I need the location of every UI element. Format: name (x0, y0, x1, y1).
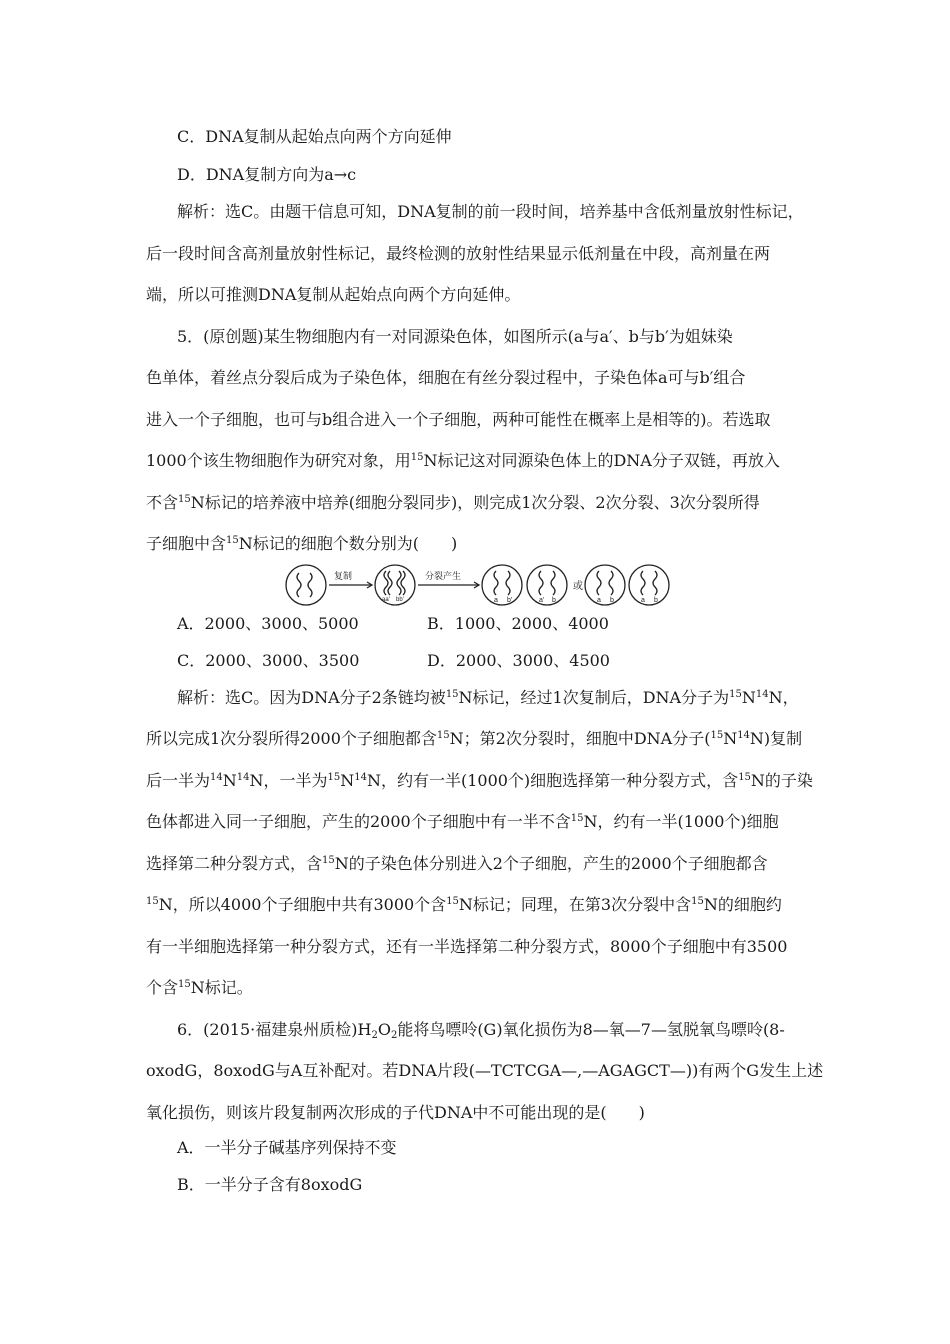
analysis-5-line (146, 812, 779, 832)
text-segment: 6．(2015·福建泉州质检)H (177, 1020, 372, 1039)
question-5-line (146, 451, 780, 471)
text-segment: N；第2次分裂时，细胞中DNA分子( (449, 729, 711, 748)
superscript: 14 (210, 772, 223, 783)
text-segment: 解析：选C。因为DNA分子2条链均被 (177, 688, 446, 707)
superscript: 15 (691, 896, 704, 907)
text-segment: 个含 (146, 978, 179, 997)
superscript: 15 (446, 896, 459, 907)
option-c-prev: C．DNA复制从起始点向两个方向延伸 (177, 127, 452, 146)
text-segment: N标记，经过1次复制后，DNA分子为 (458, 688, 730, 707)
chromatid-label: a (494, 597, 498, 604)
text-segment: N的细胞约 (703, 895, 782, 914)
superscript: 15 (322, 855, 335, 866)
analysis-5-line (146, 895, 782, 915)
text-segment: N标记的细胞个数分别为( ) (238, 534, 458, 553)
option-d: D．2000、3000、4500 (427, 651, 610, 670)
text-segment: N)复制 (749, 729, 803, 748)
option-c: C．2000、3000、3500 (177, 651, 360, 670)
superscript: 15 (410, 452, 424, 463)
text-segment: N的子染色体分别进入2个子细胞，产生的2000个子细胞都含 (334, 854, 768, 873)
daughter-cell (527, 565, 567, 605)
analysis-5-line (146, 729, 802, 749)
arrow2-label: 分裂产生 (425, 571, 462, 581)
or-label: 或 (573, 581, 583, 592)
daughter-cell (585, 565, 625, 605)
analysis-line: 端，所以可推测DNA复制从起始点向两个方向延伸。 (146, 285, 521, 304)
daughter-cell (629, 565, 669, 605)
superscript: 14 (236, 772, 250, 783)
analysis-5-line (146, 771, 813, 791)
question-5-line (146, 534, 457, 554)
text-segment: 能将鸟嘌呤(G)氧化损伤为8—氧—7—氢脱氧鸟嘌呤(8- (397, 1020, 785, 1039)
question-6-line (177, 1020, 785, 1040)
superscript: 15 (178, 979, 191, 990)
chromatid-label: b (610, 597, 614, 604)
chromatid-label: a' (539, 597, 545, 604)
superscript: 14 (755, 689, 769, 700)
text-segment: 色体都进入同一子细胞，产生的2000个子细胞中有一半不含 (146, 812, 571, 831)
chromatid-label: bb' (396, 597, 404, 603)
text-segment: N，所以4000个子细胞中共有3000个含 (158, 895, 447, 914)
superscript: 15 (738, 772, 751, 783)
superscript: 15 (178, 494, 191, 505)
question-5-line: 5．(原创题)某生物细胞内有一对同源染色体，如图所示(a与a′、b与b′为姐妹染 (177, 327, 733, 346)
arrow1-label: 复制 (334, 571, 353, 581)
option-b: B．1000、2000、4000 (427, 614, 609, 633)
analysis-line: 解析：选C。由题干信息可知，DNA复制的前一段时间，培养基中含低剂量放射性标记， (177, 202, 804, 221)
chromatid-label: b' (507, 597, 513, 604)
analysis-5-line (146, 854, 768, 874)
text-segment: N标记；同理，在第3次分裂中含 (458, 895, 692, 914)
text-segment: N (340, 771, 355, 790)
text-segment: N (741, 688, 756, 707)
question-5-line: 色单体，着丝点分裂后成为子染色体，细胞在有丝分裂过程中，子染色体a可与b′组合 (146, 368, 746, 387)
chromatid-label: b (654, 597, 658, 604)
text-segment: N (222, 771, 237, 790)
superscript: 15 (436, 730, 450, 741)
chromatid-label: a (597, 597, 601, 604)
text-segment: N标记。 (190, 978, 253, 997)
option-d-prev: D．DNA复制方向为a→c (177, 165, 357, 184)
text-segment: N，约有一半(1000个)细胞 (583, 812, 779, 831)
text-segment: N标记的培养液中培养(细胞分裂同步)，则完成1次分裂、2次分裂、3次分裂所得 (190, 493, 760, 512)
text-segment: O (377, 1020, 391, 1039)
chromatid-label: b (552, 597, 556, 604)
superscript: 15 (146, 896, 159, 907)
question-5-line: 进入一个子细胞，也可与b组合进入一个子细胞，两种可能性在概率上是相等的)。若选取 (146, 410, 771, 429)
question-6-line: oxodG，8oxodG与A互补配对。若DNA片段(—TCTCGA—,—AGAGCT—))有两个G发生上述 (146, 1061, 824, 1080)
superscript: 14 (737, 730, 750, 741)
text-segment: 选择第二种分裂方式，含 (146, 854, 323, 873)
analysis-5-line (146, 978, 253, 998)
text-segment: N (723, 729, 738, 748)
daughter-cell (482, 565, 522, 605)
chromatid-label: a (641, 597, 645, 604)
text-segment: N，一半为 (249, 771, 328, 790)
replicated-cell (375, 565, 415, 605)
text-segment: N标记这对同源染色体上的DNA分子双链，再放入 (423, 451, 780, 470)
superscript: 15 (570, 813, 584, 824)
superscript: 15 (226, 535, 239, 546)
superscript: 15 (710, 730, 724, 741)
question-5-line (146, 493, 760, 513)
parent-cell (286, 565, 326, 605)
text-segment: 1000个该生物细胞作为研究对象，用 (146, 451, 411, 470)
text-segment: 后一半为 (146, 771, 211, 790)
text-segment: 所以完成1次分裂所得2000个子细胞都含 (146, 729, 437, 748)
superscript: 15 (729, 689, 742, 700)
superscript: 14 (354, 772, 367, 783)
option-a: A．2000、3000、5000 (177, 614, 359, 633)
question-6-line: 氧化损伤，则该片段复制两次形成的子代DNA中不可能出现的是( ) (146, 1103, 645, 1122)
analysis-5-line: 有一半细胞选择第一种分裂方式，还有一半选择第二种分裂方式，8000个子细胞中有3500 (146, 937, 788, 956)
cell-division-diagram (283, 560, 673, 610)
subscript: 2 (390, 1030, 398, 1041)
text-segment: N，约有一半(1000个)细胞选择第一种分裂方式，含 (366, 771, 739, 790)
option-b: B．一半分子含有8oxodG (177, 1175, 363, 1194)
text-segment: N， (768, 688, 799, 707)
option-a: A．一半分子碱基序列保持不变 (177, 1138, 397, 1157)
text-segment: 子细胞中含 (146, 534, 227, 553)
analysis-5-line (177, 688, 799, 708)
text-segment: 不含 (146, 493, 179, 512)
subscript: 2 (371, 1030, 378, 1041)
superscript: 15 (327, 772, 341, 783)
text-segment: N的子染 (750, 771, 813, 790)
analysis-line: 后一段时间含高剂量放射性标记，最终检测的放射性结果显示低剂量在中段，高剂量在两 (146, 244, 771, 263)
chromatid-label: aa' (382, 597, 390, 603)
superscript: 15 (445, 689, 459, 700)
